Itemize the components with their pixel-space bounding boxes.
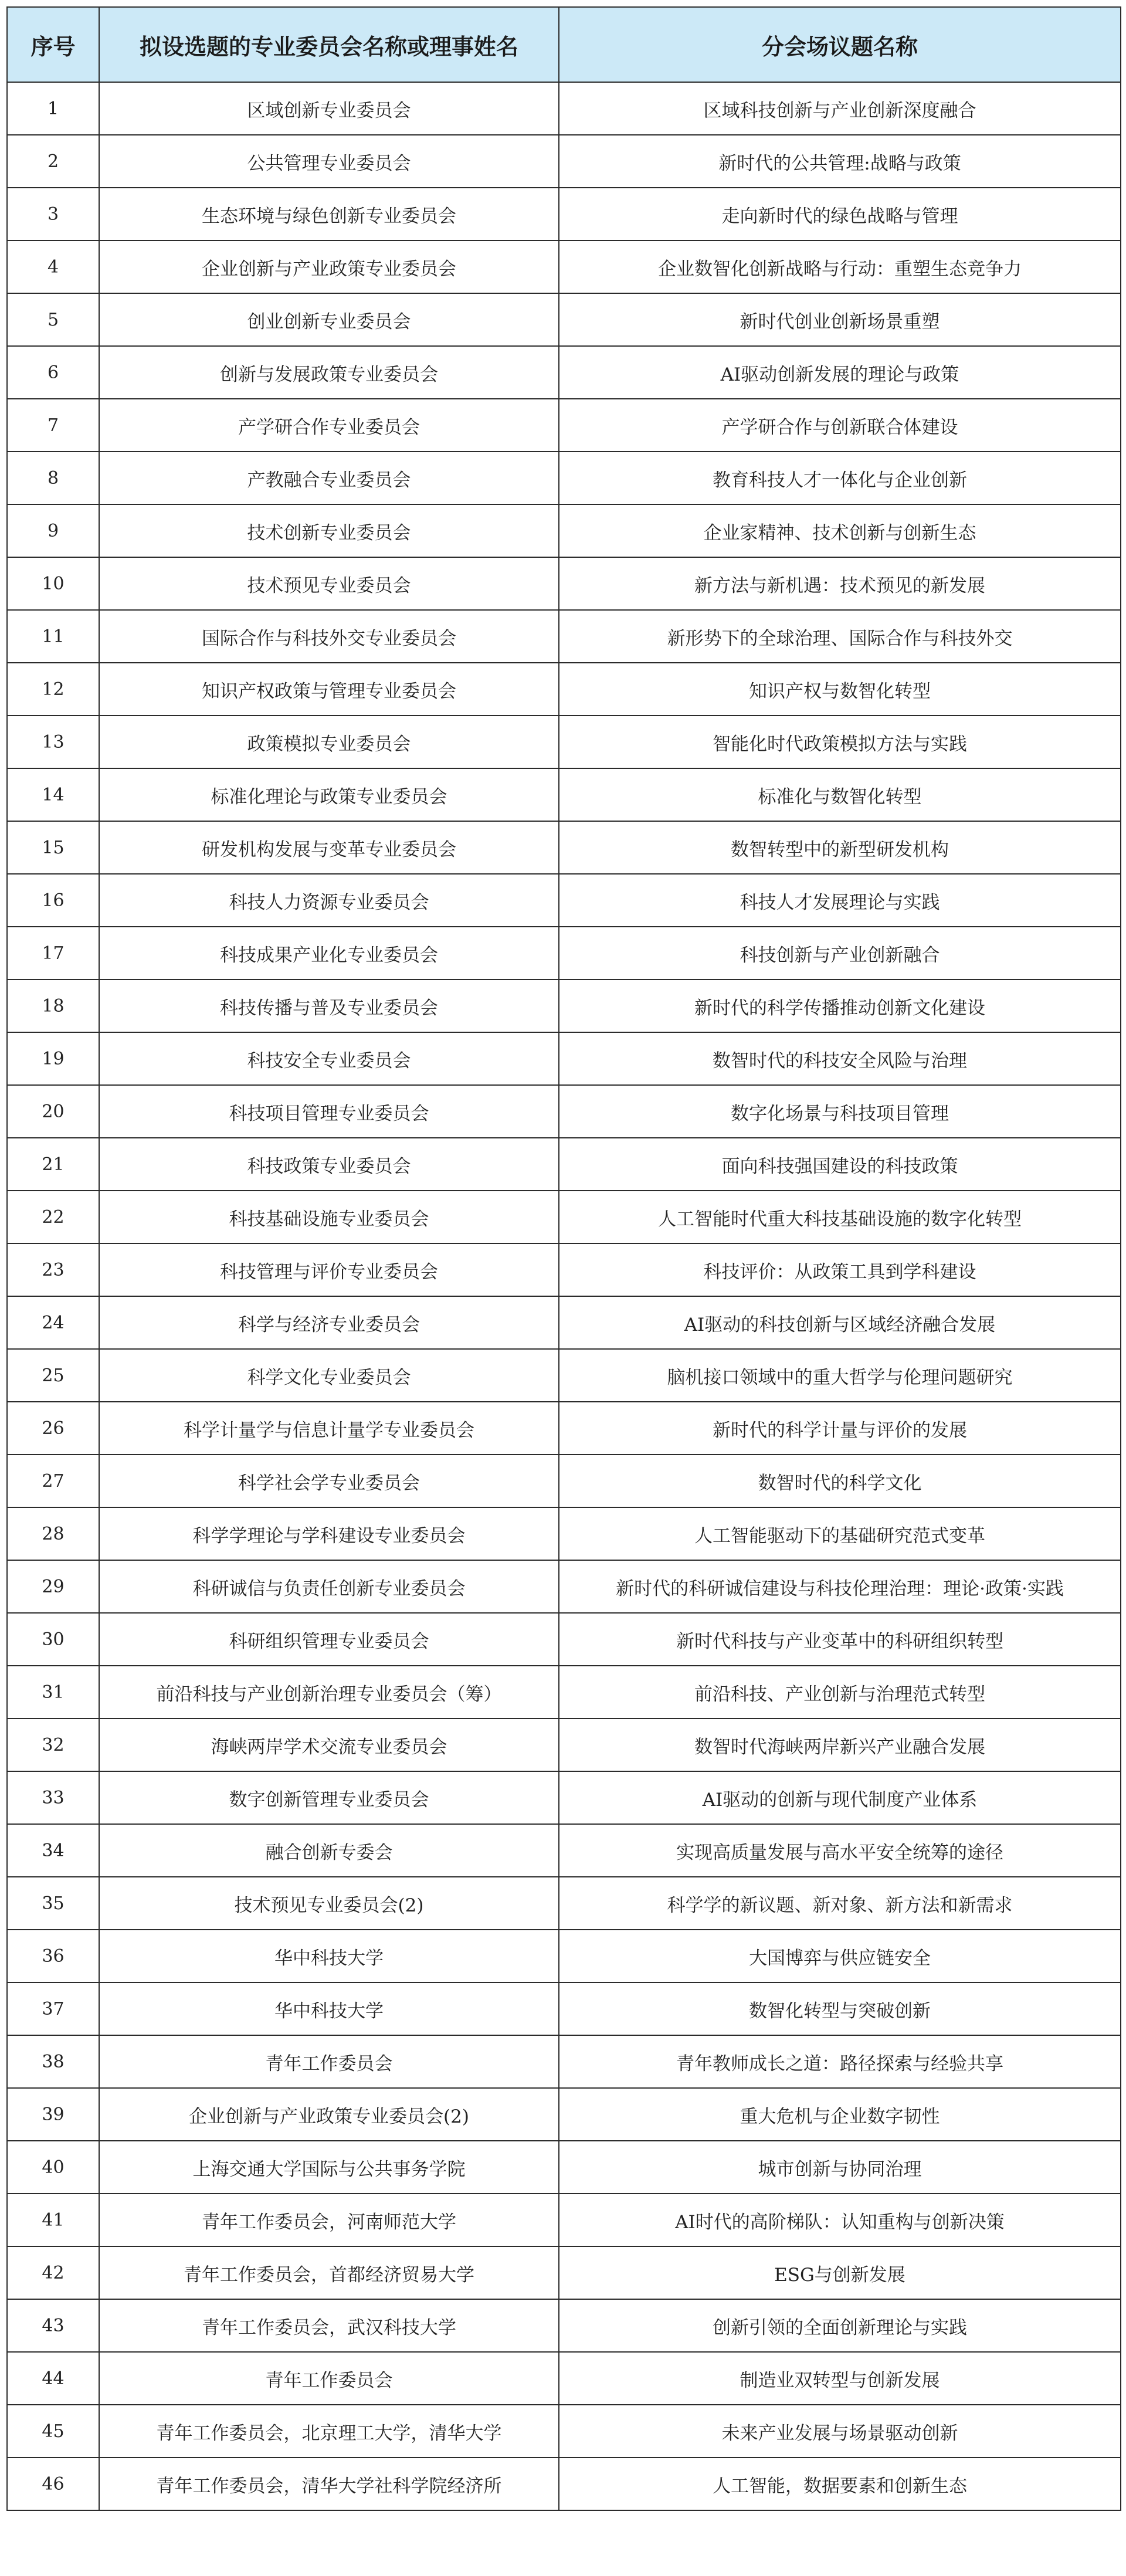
table-row bbox=[7, 504, 1121, 557]
serial-number-cell: 36 bbox=[7, 1930, 99, 1982]
table-row bbox=[7, 1560, 1121, 1613]
session-topic-cell: 数智化转型与突破创新 bbox=[559, 1982, 1121, 2035]
session-topic-cell: 新时代创业创新场景重塑 bbox=[559, 293, 1121, 346]
session-topic-cell: 前沿科技、产业创新与治理范式转型 bbox=[559, 1666, 1121, 1719]
session-topic-cell: AI驱动的科技创新与区域经济融合发展 bbox=[559, 1296, 1121, 1349]
table-row bbox=[7, 1191, 1121, 1243]
table-row bbox=[7, 768, 1121, 821]
table-row bbox=[7, 82, 1121, 135]
session-topic-cell: 标准化与数智化转型 bbox=[559, 768, 1121, 821]
table-row bbox=[7, 2405, 1121, 2458]
table-row bbox=[7, 346, 1121, 399]
committee-name-cell: 创业创新专业委员会 bbox=[99, 293, 559, 346]
table-row bbox=[7, 1930, 1121, 1982]
session-topics-table bbox=[6, 6, 1121, 2511]
session-topic-cell: 新方法与新机遇：技术预见的新发展 bbox=[559, 557, 1121, 610]
session-topic-cell: 新形势下的全球治理、国际合作与科技外交 bbox=[559, 610, 1121, 663]
committee-name-cell: 科技项目管理专业委员会 bbox=[99, 1085, 559, 1138]
serial-number-cell: 16 bbox=[7, 874, 99, 927]
table-row bbox=[7, 188, 1121, 240]
session-topic-cell: AI时代的高阶梯队：认知重构与创新决策 bbox=[559, 2194, 1121, 2246]
committee-name-cell: 技术预见专业委员会 bbox=[99, 557, 559, 610]
session-topic-cell: 智能化时代政策模拟方法与实践 bbox=[559, 716, 1121, 768]
table-row bbox=[7, 240, 1121, 293]
committee-name-cell: 科技成果产业化专业委员会 bbox=[99, 927, 559, 979]
table-row bbox=[7, 1349, 1121, 1402]
session-topic-cell: 教育科技人才一体化与企业创新 bbox=[559, 452, 1121, 504]
serial-number-cell: 45 bbox=[7, 2405, 99, 2458]
table-row bbox=[7, 2458, 1121, 2510]
committee-name-cell: 前沿科技与产业创新治理专业委员会（筹） bbox=[99, 1666, 559, 1719]
serial-number-cell: 22 bbox=[7, 1191, 99, 1243]
session-topic-cell: AI驱动创新发展的理论与政策 bbox=[559, 346, 1121, 399]
serial-number-cell: 21 bbox=[7, 1138, 99, 1191]
committee-name-cell: 技术创新专业委员会 bbox=[99, 504, 559, 557]
committee-name-cell: 青年工作委员会，首都经济贸易大学 bbox=[99, 2246, 559, 2299]
table-row bbox=[7, 2299, 1121, 2352]
serial-number-cell: 26 bbox=[7, 1402, 99, 1455]
session-topic-cell: 科学学的新议题、新对象、新方法和新需求 bbox=[559, 1877, 1121, 1930]
session-topic-cell: 新时代的科学传播推动创新文化建设 bbox=[559, 979, 1121, 1032]
committee-name-cell: 青年工作委员会，清华大学社科学院经济所 bbox=[99, 2458, 559, 2510]
table-body bbox=[7, 82, 1121, 2510]
session-topic-cell: 数智时代的科技安全风险与治理 bbox=[559, 1032, 1121, 1085]
committee-name-cell: 产学研合作专业委员会 bbox=[99, 399, 559, 452]
committee-name-cell: 青年工作委员会，武汉科技大学 bbox=[99, 2299, 559, 2352]
table-row bbox=[7, 1243, 1121, 1296]
session-topic-cell: 新时代的科学计量与评价的发展 bbox=[559, 1402, 1121, 1455]
serial-number-cell: 35 bbox=[7, 1877, 99, 1930]
session-topic-cell: 人工智能，数据要素和创新生态 bbox=[559, 2458, 1121, 2510]
committee-name-cell: 青年工作委员会 bbox=[99, 2035, 559, 2088]
serial-number-cell: 25 bbox=[7, 1349, 99, 1402]
session-topic-cell: 产学研合作与创新联合体建设 bbox=[559, 399, 1121, 452]
committee-name-cell: 科学社会学专业委员会 bbox=[99, 1455, 559, 1507]
committee-name-cell: 区域创新专业委员会 bbox=[99, 82, 559, 135]
committee-name-cell: 科研诚信与负责任创新专业委员会 bbox=[99, 1560, 559, 1613]
committee-name-cell: 政策模拟专业委员会 bbox=[99, 716, 559, 768]
committee-name-cell: 科技安全专业委员会 bbox=[99, 1032, 559, 1085]
table-row bbox=[7, 293, 1121, 346]
serial-number-cell: 7 bbox=[7, 399, 99, 452]
table-row bbox=[7, 1613, 1121, 1666]
header-serial-number: 序号 bbox=[7, 7, 99, 82]
committee-name-cell: 科学计量学与信息计量学专业委员会 bbox=[99, 1402, 559, 1455]
committee-name-cell: 青年工作委员会，北京理工大学，清华大学 bbox=[99, 2405, 559, 2458]
committee-name-cell: 科研组织管理专业委员会 bbox=[99, 1613, 559, 1666]
table-row bbox=[7, 2194, 1121, 2246]
serial-number-cell: 2 bbox=[7, 135, 99, 188]
serial-number-cell: 34 bbox=[7, 1824, 99, 1877]
serial-number-cell: 44 bbox=[7, 2352, 99, 2405]
committee-name-cell: 技术预见专业委员会(2) bbox=[99, 1877, 559, 1930]
session-topic-cell: 企业数智化创新战略与行动：重塑生态竞争力 bbox=[559, 240, 1121, 293]
committee-name-cell: 数字创新管理专业委员会 bbox=[99, 1771, 559, 1824]
table-row bbox=[7, 927, 1121, 979]
session-topic-cell: 科技创新与产业创新融合 bbox=[559, 927, 1121, 979]
committee-name-cell: 研发机构发展与变革专业委员会 bbox=[99, 821, 559, 874]
session-topic-cell: 创新引领的全面创新理论与实践 bbox=[559, 2299, 1121, 2352]
serial-number-cell: 42 bbox=[7, 2246, 99, 2299]
table-row bbox=[7, 1085, 1121, 1138]
committee-name-cell: 科学学理论与学科建设专业委员会 bbox=[99, 1507, 559, 1560]
serial-number-cell: 9 bbox=[7, 504, 99, 557]
session-topic-cell: 人工智能时代重大科技基础设施的数字化转型 bbox=[559, 1191, 1121, 1243]
table-row bbox=[7, 1138, 1121, 1191]
session-topic-cell: 脑机接口领域中的重大哲学与伦理问题研究 bbox=[559, 1349, 1121, 1402]
table-row bbox=[7, 1719, 1121, 1771]
serial-number-cell: 12 bbox=[7, 663, 99, 716]
committee-name-cell: 上海交通大学国际与公共事务学院 bbox=[99, 2141, 559, 2194]
serial-number-cell: 6 bbox=[7, 346, 99, 399]
session-topic-cell: 数字化场景与科技项目管理 bbox=[559, 1085, 1121, 1138]
session-topic-cell: 科技评价：从政策工具到学科建设 bbox=[559, 1243, 1121, 1296]
serial-number-cell: 3 bbox=[7, 188, 99, 240]
session-topic-cell: 未来产业发展与场景驱动创新 bbox=[559, 2405, 1121, 2458]
session-topic-cell: AI驱动的创新与现代制度产业体系 bbox=[559, 1771, 1121, 1824]
session-topic-cell: 数智转型中的新型研发机构 bbox=[559, 821, 1121, 874]
session-topic-cell: 面向科技强国建设的科技政策 bbox=[559, 1138, 1121, 1191]
header-committee-name: 拟设选题的专业委员会名称或理事姓名 bbox=[99, 7, 559, 82]
serial-number-cell: 18 bbox=[7, 979, 99, 1032]
serial-number-cell: 27 bbox=[7, 1455, 99, 1507]
session-topic-cell: 数智时代的科学文化 bbox=[559, 1455, 1121, 1507]
committee-name-cell: 华中科技大学 bbox=[99, 1930, 559, 1982]
committee-name-cell: 创新与发展政策专业委员会 bbox=[99, 346, 559, 399]
table-row bbox=[7, 1877, 1121, 1930]
table-row bbox=[7, 1455, 1121, 1507]
session-topic-cell: 区域科技创新与产业创新深度融合 bbox=[559, 82, 1121, 135]
table-row bbox=[7, 1402, 1121, 1455]
serial-number-cell: 13 bbox=[7, 716, 99, 768]
serial-number-cell: 46 bbox=[7, 2458, 99, 2510]
table-row bbox=[7, 557, 1121, 610]
committee-name-cell: 青年工作委员会 bbox=[99, 2352, 559, 2405]
serial-number-cell: 24 bbox=[7, 1296, 99, 1349]
serial-number-cell: 20 bbox=[7, 1085, 99, 1138]
table-row bbox=[7, 1296, 1121, 1349]
table-row bbox=[7, 2088, 1121, 2141]
committee-name-cell: 标准化理论与政策专业委员会 bbox=[99, 768, 559, 821]
serial-number-cell: 5 bbox=[7, 293, 99, 346]
serial-number-cell: 41 bbox=[7, 2194, 99, 2246]
table-row bbox=[7, 716, 1121, 768]
session-topic-cell: 人工智能驱动下的基础研究范式变革 bbox=[559, 1507, 1121, 1560]
serial-number-cell: 14 bbox=[7, 768, 99, 821]
session-topic-cell: 实现高质量发展与高水平安全统筹的途径 bbox=[559, 1824, 1121, 1877]
session-topic-cell: 城市创新与协同治理 bbox=[559, 2141, 1121, 2194]
table-row bbox=[7, 2141, 1121, 2194]
serial-number-cell: 40 bbox=[7, 2141, 99, 2194]
serial-number-cell: 43 bbox=[7, 2299, 99, 2352]
session-topic-cell: 重大危机与企业数字韧性 bbox=[559, 2088, 1121, 2141]
session-topic-cell: 走向新时代的绿色战略与管理 bbox=[559, 188, 1121, 240]
serial-number-cell: 8 bbox=[7, 452, 99, 504]
session-topic-cell: 企业家精神、技术创新与创新生态 bbox=[559, 504, 1121, 557]
session-topic-cell: 制造业双转型与创新发展 bbox=[559, 2352, 1121, 2405]
session-topic-cell: 青年教师成长之道：路径探索与经验共享 bbox=[559, 2035, 1121, 2088]
serial-number-cell: 30 bbox=[7, 1613, 99, 1666]
table-row bbox=[7, 979, 1121, 1032]
serial-number-cell: 28 bbox=[7, 1507, 99, 1560]
table-row bbox=[7, 2246, 1121, 2299]
serial-number-cell: 32 bbox=[7, 1719, 99, 1771]
table-row bbox=[7, 399, 1121, 452]
table-row bbox=[7, 1666, 1121, 1719]
committee-name-cell: 科学与经济专业委员会 bbox=[99, 1296, 559, 1349]
table-row bbox=[7, 1771, 1121, 1824]
serial-number-cell: 37 bbox=[7, 1982, 99, 2035]
serial-number-cell: 17 bbox=[7, 927, 99, 979]
table-row bbox=[7, 1824, 1121, 1877]
committee-name-cell: 科技政策专业委员会 bbox=[99, 1138, 559, 1191]
committee-name-cell: 青年工作委员会，河南师范大学 bbox=[99, 2194, 559, 2246]
serial-number-cell: 19 bbox=[7, 1032, 99, 1085]
session-topic-cell: ESG与创新发展 bbox=[559, 2246, 1121, 2299]
serial-number-cell: 15 bbox=[7, 821, 99, 874]
serial-number-cell: 31 bbox=[7, 1666, 99, 1719]
table-row bbox=[7, 1032, 1121, 1085]
table-header-row bbox=[7, 7, 1121, 82]
table-row bbox=[7, 2035, 1121, 2088]
table-row bbox=[7, 1982, 1121, 2035]
table-row bbox=[7, 663, 1121, 716]
serial-number-cell: 10 bbox=[7, 557, 99, 610]
session-topic-cell: 新时代科技与产业变革中的科研组织转型 bbox=[559, 1613, 1121, 1666]
committee-name-cell: 科技人力资源专业委员会 bbox=[99, 874, 559, 927]
committee-name-cell: 科学文化专业委员会 bbox=[99, 1349, 559, 1402]
committee-name-cell: 科技传播与普及专业委员会 bbox=[99, 979, 559, 1032]
serial-number-cell: 11 bbox=[7, 610, 99, 663]
table-row bbox=[7, 1507, 1121, 1560]
committee-name-cell: 公共管理专业委员会 bbox=[99, 135, 559, 188]
session-topics-sheet bbox=[6, 6, 1120, 2511]
committee-name-cell: 知识产权政策与管理专业委员会 bbox=[99, 663, 559, 716]
serial-number-cell: 39 bbox=[7, 2088, 99, 2141]
serial-number-cell: 23 bbox=[7, 1243, 99, 1296]
table-row bbox=[7, 610, 1121, 663]
table-row bbox=[7, 2352, 1121, 2405]
session-topic-cell: 大国博弈与供应链安全 bbox=[559, 1930, 1121, 1982]
session-topic-cell: 新时代的科研诚信建设与科技伦理治理：理论·政策·实践 bbox=[559, 1560, 1121, 1613]
session-topic-cell: 科技人才发展理论与实践 bbox=[559, 874, 1121, 927]
table-row bbox=[7, 452, 1121, 504]
serial-number-cell: 4 bbox=[7, 240, 99, 293]
committee-name-cell: 产教融合专业委员会 bbox=[99, 452, 559, 504]
committee-name-cell: 企业创新与产业政策专业委员会 bbox=[99, 240, 559, 293]
serial-number-cell: 38 bbox=[7, 2035, 99, 2088]
serial-number-cell: 29 bbox=[7, 1560, 99, 1613]
session-topic-cell: 数智时代海峡两岸新兴产业融合发展 bbox=[559, 1719, 1121, 1771]
table-row bbox=[7, 135, 1121, 188]
committee-name-cell: 科技管理与评价专业委员会 bbox=[99, 1243, 559, 1296]
committee-name-cell: 生态环境与绿色创新专业委员会 bbox=[99, 188, 559, 240]
header-session-topic: 分会场议题名称 bbox=[559, 7, 1121, 82]
committee-name-cell: 科技基础设施专业委员会 bbox=[99, 1191, 559, 1243]
committee-name-cell: 融合创新专委会 bbox=[99, 1824, 559, 1877]
committee-name-cell: 海峡两岸学术交流专业委员会 bbox=[99, 1719, 559, 1771]
serial-number-cell: 33 bbox=[7, 1771, 99, 1824]
table-row bbox=[7, 874, 1121, 927]
table-row bbox=[7, 821, 1121, 874]
committee-name-cell: 华中科技大学 bbox=[99, 1982, 559, 2035]
committee-name-cell: 国际合作与科技外交专业委员会 bbox=[99, 610, 559, 663]
session-topic-cell: 知识产权与数智化转型 bbox=[559, 663, 1121, 716]
session-topic-cell: 新时代的公共管理:战略与政策 bbox=[559, 135, 1121, 188]
serial-number-cell: 1 bbox=[7, 82, 99, 135]
committee-name-cell: 企业创新与产业政策专业委员会(2) bbox=[99, 2088, 559, 2141]
